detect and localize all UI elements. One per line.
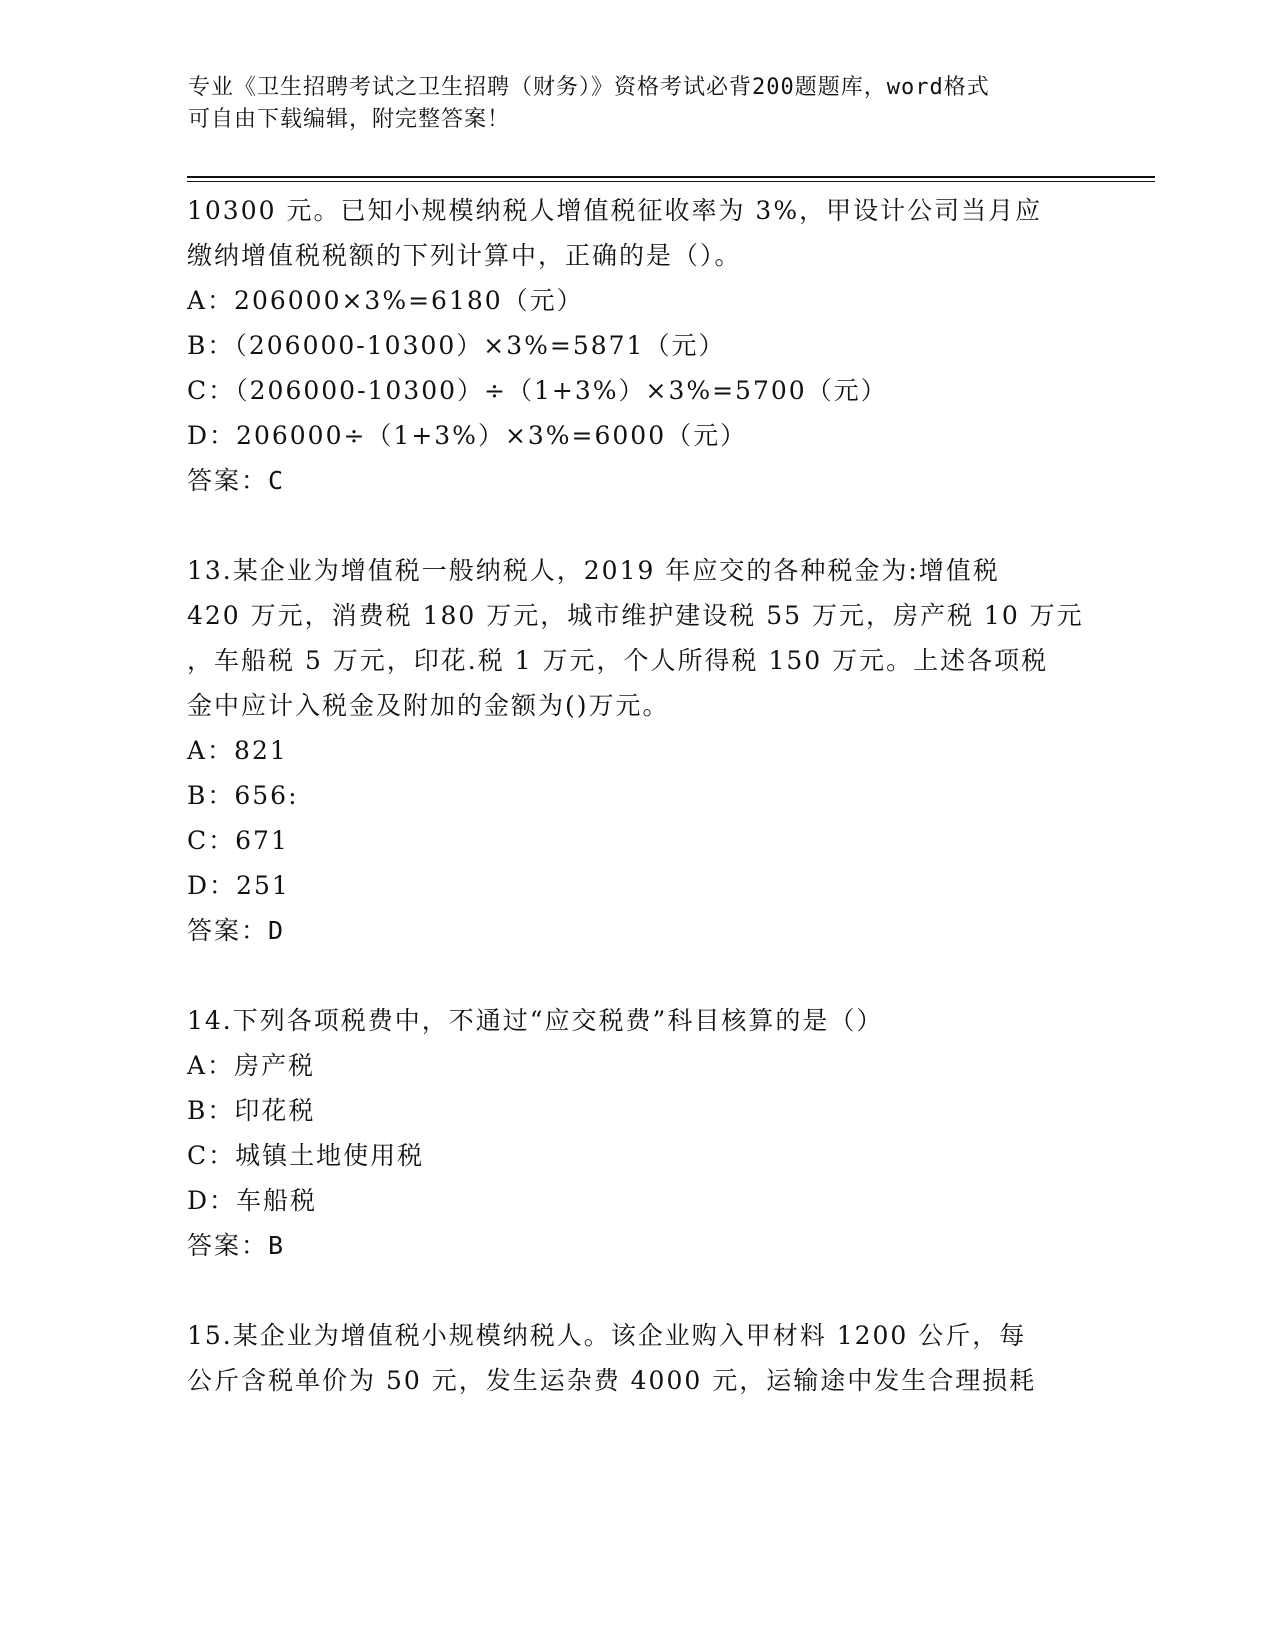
answer-line: 答案：C	[187, 466, 286, 495]
option-a: A：房产税	[187, 1051, 316, 1080]
question-13	[187, 548, 1107, 953]
option-a: A：821	[187, 736, 288, 765]
question-15	[187, 1313, 1107, 1403]
header-title-line-2: 可自由下载编辑，附完整答案！	[188, 107, 511, 132]
header-title-line-1: 专业《卫生招聘考试之卫生招聘（财务）》资格考试必背200题题库，word格式	[188, 75, 990, 100]
header-divider-thick	[187, 176, 1155, 178]
option-b: B：656:	[187, 781, 299, 810]
answer-line: 答案：D	[187, 916, 286, 945]
spacer	[187, 1268, 1107, 1313]
answer-line: 答案：B	[187, 1231, 286, 1260]
question-14	[187, 998, 1107, 1268]
option-c: C：城镇土地使用税	[187, 1141, 425, 1170]
question-list	[187, 188, 1107, 1403]
document-header	[188, 72, 1088, 136]
question-stem-line: 公斤含税单价为 50 元，发生运杂费 4000 元，运输途中发生合理损耗	[187, 1366, 1037, 1395]
header-divider-thin	[187, 181, 1155, 182]
question-stem-line: 13.某企业为增值税一般纳税人，2019 年应交的各种税金为:增值税	[187, 556, 1000, 585]
option-d: D：206000÷（1+3%）×3%=6000（元）	[187, 421, 748, 450]
option-c: C：671	[187, 826, 289, 855]
question-stem-line: 14.下列各项税费中，不通过“应交税费”科目核算的是（）	[187, 1006, 884, 1035]
option-b: B：（206000-10300）×3%=5871（元）	[187, 331, 726, 360]
option-b: B：印花税	[187, 1096, 316, 1125]
option-c: C：（206000-10300）÷（1+3%）×3%=5700（元）	[187, 376, 888, 405]
question-stem-line: 420 万元，消费税 180 万元，城市维护建设税 55 万元，房产税 10 万元	[187, 601, 1084, 630]
spacer	[187, 953, 1107, 998]
spacer	[187, 503, 1107, 548]
option-d: D：251	[187, 871, 290, 900]
question-stem-line: 15.某企业为增值税小规模纳税人。该企业购入甲材料 1200 公斤，每	[187, 1321, 1027, 1350]
question-stem-line: 金中应计入税金及附加的金额为()万元。	[187, 691, 670, 720]
option-a: A：206000×3%=6180（元）	[187, 286, 584, 315]
question-stem-line: 10300 元。已知小规模纳税人增值税征收率为 3%，甲设计公司当月应	[187, 196, 1043, 225]
question-12	[187, 188, 1107, 503]
question-stem-line: ，车船税 5 万元，印花.税 1 万元，个人所得税 150 万元。上述各项税	[187, 646, 1049, 675]
option-d: D：车船税	[187, 1186, 318, 1215]
question-stem-line: 缴纳增值税税额的下列计算中，正确的是（）。	[187, 241, 742, 270]
